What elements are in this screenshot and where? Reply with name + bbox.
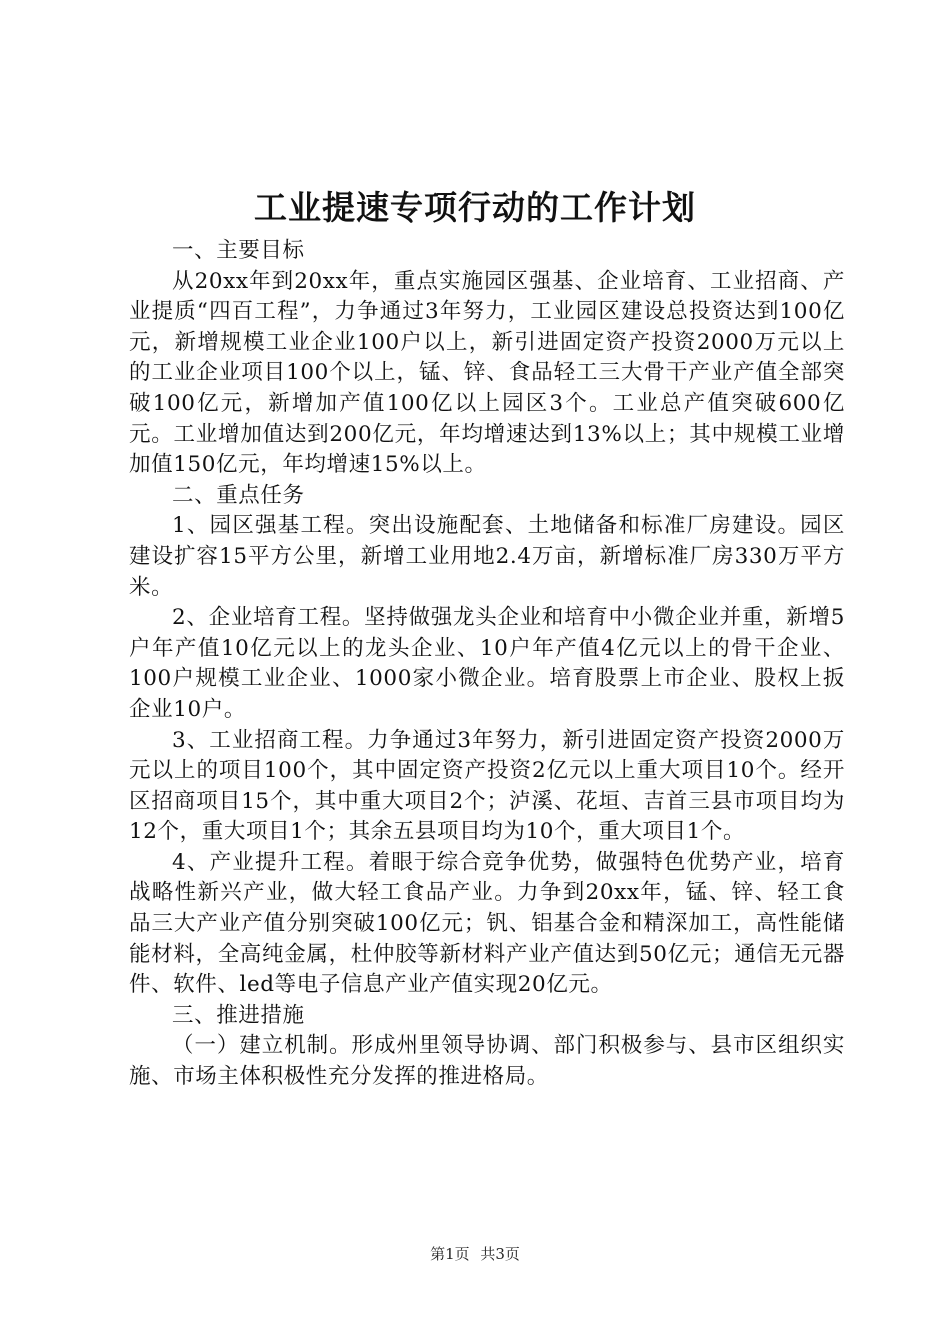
paragraph-task-2: 2、企业培育工程。坚持做强龙头企业和培育中小微企业并重，新增5户年产值10亿元以上的龙头企业、10户年产值4亿元以上的骨干企业、100户规模工业企业、1000家小微企业。培育股票上市企业、股权上扳企业10户。 [129,605,845,722]
page-footer [0,1244,950,1264]
paragraph-task-3: 3、工业招商工程。力争通过3年努力，新引进固定资产投资2000万元以上的项目100个，其中固定资产投资2亿元以上重大项目10个。经开区招商项目15个，其中重大项目2个；泸溪、花垣、吉首三县市项目均为12个，重大项目1个；其余五县项目均为10个，重大项目1个。 [129,727,845,845]
section-heading-measures: 三、推进措施 [172,1002,305,1028]
document-body [129,236,845,1093]
section-heading-goals: 一、主要目标 [172,238,305,263]
section-heading-tasks: 二、重点任务 [172,482,305,508]
page-number: 第1页 [430,1245,470,1263]
paragraph-task-1: 1、园区强基工程。突出设施配套、土地储备和标准厂房建设。园区建设扩容15平方公里，新增工业用地2.4万亩，新增标准厂房330万平方米。 [129,513,845,600]
paragraph-measure-1: （一）建立机制。形成州里领导协调、部门积极参与、县市区组织实施、市场主体积极性充分发挥的推进格局。 [129,1033,845,1090]
document-title: 工业提速专项行动的工作计划 [254,188,696,227]
paragraph-goals: 从20xx年到20xx年，重点实施园区强基、企业培育、工业招商、产业提质“四百工程”，力争通过3年努力，工业园区建设总投资达到100亿元，新增规模工业企业100户以上，新引进固定资产投资2000万元以上的工业企业项目100个以上，锰、锌、食品轻工三大骨干产业产值全部突破100亿元，新增加产值100亿以上园区3个。工业总产值突破600亿元。工业增加值达到200亿元，年均增速达到13%以上；其中规模工业增加值150亿元，年均增速15%以上。 [129,268,845,478]
paragraph-task-4: 4、产业提升工程。着眼于综合竞争优势，做强特色优势产业，培育战略性新兴产业，做大轻工食品产业。力争到20xx年，锰、锌、轻工食品三大产业产值分别突破100亿元；钒、铝基合金和精深加工，高性能储能材料，全高纯金属，杜仲胶等新材料产业产值达到50亿元；通信无元器件、软件、led等电子信息产业产值实现20亿元。 [129,849,845,998]
page-total: 共3页 [480,1245,520,1263]
